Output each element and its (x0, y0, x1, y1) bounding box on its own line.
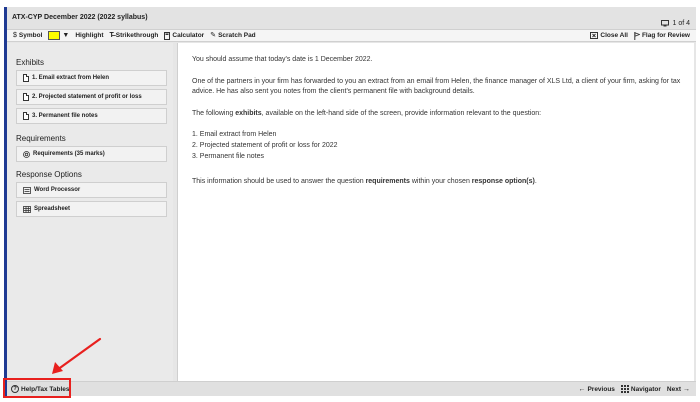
pencil-icon: ✎ (210, 32, 217, 39)
question-content (177, 43, 694, 381)
list-item: 2. Projected statement of profit or loss for 2022 (192, 142, 338, 149)
target-icon (23, 151, 30, 158)
navigation (578, 385, 696, 393)
intro-date: You should assume that today's date is 1 December 2022. (192, 56, 373, 63)
exhibit-profit-loss-button[interactable] (16, 89, 167, 105)
annotation-highlight-box (3, 378, 71, 398)
help-icon: ? (11, 385, 19, 393)
exhibit-label: 1. Email extract from Helen (32, 75, 110, 81)
highlight-button[interactable] (75, 32, 103, 39)
toolbar (7, 29, 696, 42)
text-fragment: . (534, 178, 537, 185)
exhibit-email-button[interactable] (16, 70, 167, 86)
response-emphasis: response option(s) (471, 178, 535, 185)
symbol-label: Symbol (18, 32, 43, 39)
exhibit-label: 2. Projected statement of profit or loss (32, 94, 142, 100)
footer-bar (7, 381, 696, 396)
dollar-icon: $ (13, 32, 17, 39)
instructions (192, 177, 687, 187)
calculator-icon (164, 32, 170, 40)
highlight-label: Highlight (75, 32, 104, 39)
symbol-button[interactable] (13, 32, 42, 39)
list-item: 3. Permanent file notes (192, 153, 264, 160)
flag-for-review-button[interactable] (634, 32, 690, 40)
document-icon (23, 93, 29, 101)
document-icon (23, 74, 29, 82)
requirements-label: Requirements (35 marks) (33, 151, 105, 157)
scratch-pad-button[interactable] (210, 32, 255, 39)
document-icon (23, 112, 29, 120)
help-label: Help/Tax Tables (21, 385, 70, 393)
text-fragment: The following (192, 110, 236, 117)
next-button[interactable] (667, 386, 690, 393)
spreadsheet-icon (23, 206, 31, 213)
requirements-button[interactable] (16, 146, 167, 162)
exhibit-file-notes-button[interactable] (16, 108, 167, 124)
strikethrough-label: Strikethrough (115, 32, 159, 39)
exam-window (4, 7, 696, 396)
annotation-arrow-icon (40, 335, 105, 380)
exhibits-heading: Exhibits (16, 58, 45, 67)
text-fragment: This information should be used to answer the question (192, 178, 366, 185)
word-processor-label: Word Processor (34, 187, 81, 193)
navigator-button[interactable] (621, 385, 661, 393)
calculator-label: Calculator (172, 32, 205, 39)
sidebar (7, 43, 173, 381)
arrow-left-icon: ← (578, 385, 586, 393)
list-item: 1. Email extract from Helen (192, 131, 277, 138)
monitor-icon (661, 20, 669, 27)
word-processor-button[interactable] (16, 182, 167, 198)
requirements-emphasis: requirements (365, 178, 410, 185)
highlight-color-picker[interactable] (48, 31, 69, 40)
intro-scenario: One of the partners in your firm has forwarded to you an extract from an email from Helen, the finance manager of XLS Ltd, a client of your firm, asking for tax advice. He has also sent you notes from the client's permanent file with background details. (192, 78, 681, 95)
flag-for-review-label: Flag for Review (641, 32, 690, 39)
exhibit-label: 3. Permanent file notes (32, 113, 98, 119)
arrow-right-icon: → (683, 385, 690, 393)
text-fragment: within your chosen (409, 178, 472, 185)
exam-title: ATX-CYP December 2022 (2022 syllabus) (12, 14, 148, 21)
calculator-button[interactable] (164, 32, 204, 40)
scratch-pad-label: Scratch Pad (218, 32, 256, 39)
word-processor-icon (23, 187, 31, 194)
spreadsheet-button[interactable] (16, 201, 167, 217)
close-all-button[interactable] (590, 32, 628, 39)
requirements-heading: Requirements (16, 134, 66, 143)
exhibits-intro (192, 109, 687, 119)
strikethrough-button[interactable] (110, 32, 159, 39)
text-fragment: , available on the left-hand side of the screen, provide information relevant to the question: (261, 110, 542, 117)
response-options-heading: Response Options (16, 170, 82, 179)
highlight-color-swatch (48, 31, 60, 40)
navigator-label: Navigator (630, 385, 661, 393)
page-indicator (661, 20, 690, 27)
next-label: Next (666, 385, 681, 393)
page-count: 1 of 4 (672, 20, 690, 27)
caret-down-icon: ▼ (62, 32, 70, 39)
exhibits-emphasis: exhibits (235, 110, 262, 117)
spreadsheet-label: Spreadsheet (34, 206, 71, 212)
window-close-icon (590, 32, 598, 39)
grid-icon (621, 385, 629, 393)
close-all-label: Close All (600, 32, 628, 39)
previous-label: Previous (587, 385, 615, 393)
previous-button[interactable] (578, 386, 614, 393)
exhibit-list (192, 130, 687, 162)
title-bar (7, 7, 696, 29)
strikethrough-icon: T̶ (109, 32, 114, 39)
flag-icon (634, 32, 640, 40)
